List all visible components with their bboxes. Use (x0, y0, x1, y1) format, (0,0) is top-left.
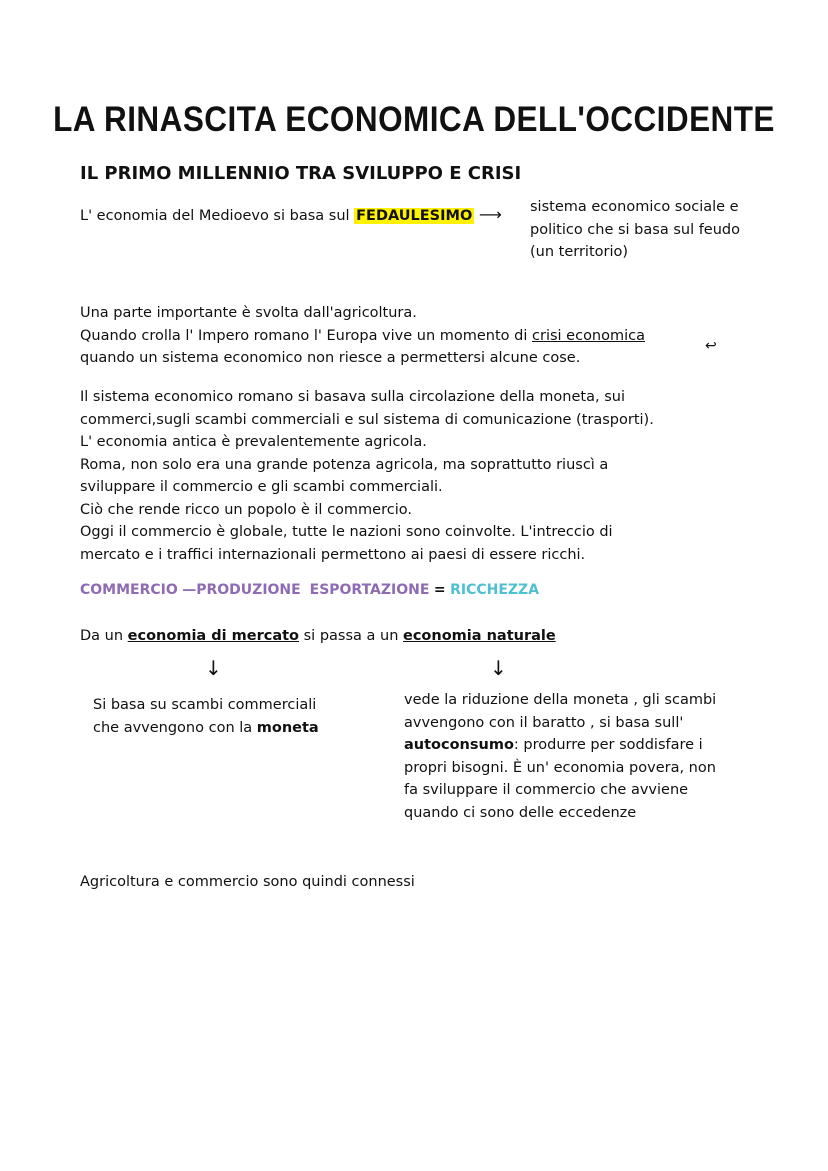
text-line: avvengono con il baratto , si basa sull' (404, 714, 684, 731)
paragraph-roman-economy (80, 386, 654, 566)
arrow-down-icon: ↓ (205, 656, 222, 680)
text-line (404, 734, 716, 757)
text-line: quando ci sono delle eccedenze (404, 804, 637, 821)
text: Quando crolla l' Impero romano l' Europa vive un momento di (80, 327, 533, 344)
text-line: Roma, non solo era una grande potenza agricola, ma soprattutto riuscì a (80, 456, 609, 473)
arrow-right-icon: ⟶ (478, 205, 502, 224)
text-line: Il sistema economico romano si basava sulla circolazione della moneta, sui (80, 389, 625, 405)
text-line: fa sviluppare il commercio che avviene (404, 782, 689, 798)
feudalism-definition (530, 196, 740, 264)
moneta-term: moneta (256, 719, 319, 736)
text-line: vede la riduzione della moneta , gli scambi (404, 692, 717, 708)
market-economy-term: economia di mercato (127, 628, 300, 644)
arrow-down-icon: ↓ (490, 656, 507, 680)
return-arrow-icon: ↩ (705, 338, 717, 354)
natural-economy-term: economia naturale (403, 628, 556, 644)
text: : produrre per soddisfare i (513, 737, 703, 753)
paragraph-crisis (80, 302, 645, 370)
transition-line (80, 625, 556, 648)
text-line: propri bisogni. È un' economia povera, non (404, 759, 716, 776)
definition-line: sistema economico sociale e (530, 199, 739, 215)
section-heading: IL PRIMO MILLENNIO TRA SVILUPPO E CRISI (80, 163, 522, 184)
text: che avvengono con la (93, 719, 257, 736)
formula-minus: — (182, 582, 197, 598)
text-line: sviluppare il commercio e gli scambi commerciali. (80, 479, 443, 495)
page-title: LA RINASCITA ECONOMICA DELL'OCCIDENTE (53, 100, 775, 139)
text-line (93, 717, 319, 740)
formula-esportazione: ESPORTAZIONE (309, 582, 430, 598)
intro-text: L' economia del Medioevo si basa sul (80, 208, 355, 224)
market-economy-description (93, 694, 319, 739)
feudalism-term: FEDAULESIMO (356, 208, 473, 224)
text-line: Si basa su scambi commerciali (93, 697, 317, 713)
conclusion: Agricoltura e commercio sono quindi connessi (80, 874, 415, 890)
text-line: commerci,sugli scambi commerciali e sul sistema di comunicazione (trasporti). (80, 411, 654, 428)
text-line: Oggi il commercio è globale, tutte le nazioni sono coinvolte. L'intreccio di (80, 524, 613, 540)
formula-ricchezza: RICCHEZZA (450, 582, 540, 598)
text-line: mercato e i traffici internazionali permettono ai paesi di essere ricchi. (80, 546, 586, 563)
text-line: L' economia antica è prevalentemente agricola. (80, 434, 427, 450)
wealth-formula (80, 582, 539, 598)
text-line: Ciò che rende ricco un popolo è il commercio. (80, 501, 412, 518)
feudalism-intro (80, 204, 502, 228)
formula-equals: = (433, 582, 446, 598)
definition-line: (un territorio) (530, 244, 629, 260)
text: Da un (80, 628, 128, 644)
autoconsumo-term: autoconsumo (404, 737, 514, 753)
text-line (80, 325, 645, 348)
text-line: Una parte importante è svolta dall'agricoltura. (80, 305, 417, 321)
text: si passa a un (299, 628, 403, 644)
formula-commercio: COMMERCIO (80, 582, 178, 598)
text-line: quando un sistema economico non riesce a permettersi alcune cose. (80, 350, 581, 366)
natural-economy-description (404, 689, 716, 824)
formula-produzione: PRODUZIONE (196, 582, 301, 598)
crisis-term: crisi economica (532, 327, 646, 344)
definition-line: politico che si basa sul feudo (530, 221, 740, 238)
